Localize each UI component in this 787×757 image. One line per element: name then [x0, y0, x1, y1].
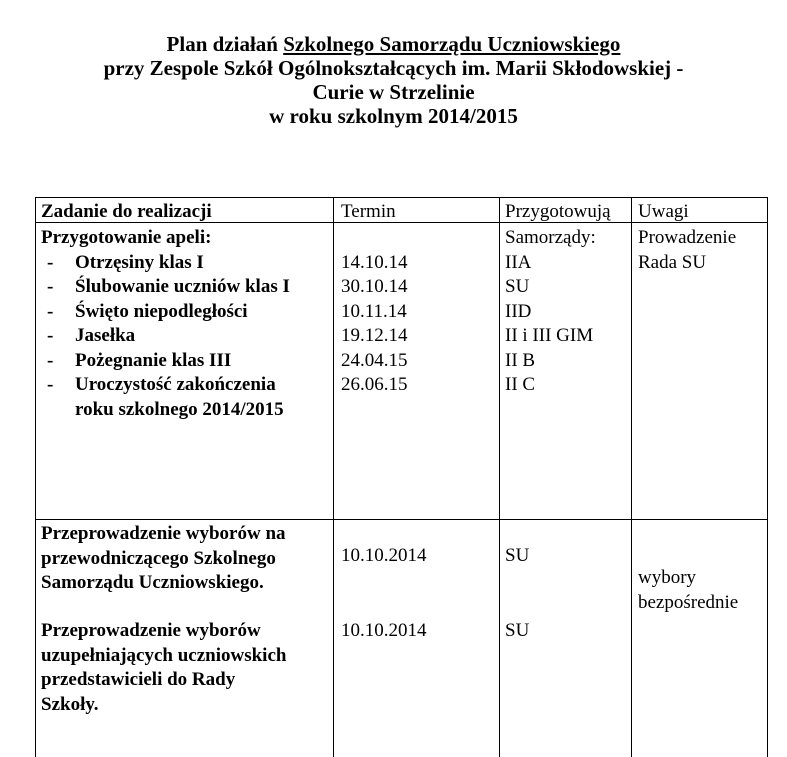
election-1-prepare: SU: [505, 545, 530, 566]
list-item: [41, 251, 290, 276]
title-line-4: w roku szkolnym 2014/2015: [269, 104, 518, 128]
apele-date-cell: [341, 251, 408, 398]
list-item-text: Jasełka: [75, 325, 136, 346]
apele-prepare: II C: [505, 374, 536, 395]
election-1-date: 10.10.2014: [341, 545, 427, 566]
title-line-3: Curie w Strzelinie: [312, 80, 475, 104]
election-1-task-line: Przeprowadzenie wyborów na: [41, 523, 286, 544]
election-2-task-line: uzupełniających uczniowskich: [41, 644, 287, 666]
list-item: [41, 300, 290, 325]
list-dash: -: [47, 325, 54, 346]
header-date: Termin: [341, 201, 396, 222]
column-divider-3: [631, 198, 632, 757]
apele-prepare-heading: Samorządy:: [505, 227, 596, 248]
election-notes-line: wybory: [638, 567, 697, 588]
header-task: Zadanie do realizacji: [41, 201, 212, 222]
list-dash: -: [47, 300, 54, 322]
list-dash: -: [47, 276, 54, 297]
document-title: [0, 32, 787, 128]
column-divider-1: [333, 198, 334, 757]
list-item-text: Otrzęsiny klas I: [75, 251, 204, 273]
list-item-text: Święto niepodległości: [75, 300, 248, 322]
title-line-2: przy Zespole Szkół Ogólnokształcących im. Marii Skłodowskiej -: [103, 56, 684, 80]
list-item: [41, 349, 290, 374]
section-divider: [36, 519, 767, 520]
list-item-text: Ślubowanie uczniów klas I: [75, 276, 290, 297]
list-dash: -: [47, 251, 54, 273]
election-2-task-cell: [41, 619, 286, 717]
apele-notes-line: Rada SU: [638, 251, 707, 273]
election-1-task-line: Samorządu Uczniowskiego.: [41, 572, 264, 593]
apele-date: 26.06.15: [341, 374, 408, 395]
election-2-date: 10.10.2014: [341, 620, 427, 641]
apele-date: 10.11.14: [341, 300, 407, 322]
election-2-task-line: przedstawicieli do Rady: [41, 669, 236, 690]
list-dash: -: [47, 349, 54, 371]
apele-prepare: IIA: [505, 251, 532, 273]
election-2-task-line: Przeprowadzenie wyborów: [41, 620, 261, 641]
list-item: [41, 275, 290, 300]
title-line-1-prefix: Plan działań: [166, 32, 284, 56]
column-divider-2: [499, 198, 500, 757]
list-item-continuation: roku szkolnego 2014/2015: [75, 398, 284, 420]
apele-heading: Przygotowanie apeli:: [41, 227, 212, 248]
apele-notes-line: Prowadzenie: [638, 227, 737, 248]
apele-date: 30.10.14: [341, 276, 408, 297]
apele-date: 14.10.14: [341, 251, 408, 273]
apele-date: 19.12.14: [341, 325, 408, 346]
plan-table: [35, 197, 768, 757]
title-line-1: [0, 32, 787, 56]
apele-notes-cell: [638, 226, 736, 275]
header-prepare: Przygotowują: [505, 201, 611, 222]
apele-date: 24.04.15: [341, 349, 408, 371]
header-notes: Uwagi: [638, 201, 689, 222]
list-item-text: Pożegnanie klas III: [75, 349, 232, 371]
apele-prepare: SU: [505, 276, 530, 297]
election-notes-line: bezpośrednie: [638, 591, 739, 613]
election-1-task-line: przewodniczącego Szkolnego: [41, 547, 276, 569]
apele-prepare-cell: [505, 226, 596, 398]
header-divider: [36, 222, 767, 223]
list-item-text: Uroczystość zakończenia: [75, 374, 276, 395]
election-notes-cell: [638, 566, 738, 615]
list-dash: -: [47, 374, 54, 395]
list-item: [41, 373, 290, 422]
list-item: [41, 324, 290, 349]
election-2-task-line: Szkoły.: [41, 693, 99, 715]
apele-task-cell: [41, 226, 290, 422]
election-1-task-cell: [41, 522, 286, 596]
title-line-1-underlined: Szkolnego Samorządu Uczniowskiego: [283, 32, 621, 56]
apele-prepare: II B: [505, 349, 536, 371]
election-2-prepare: SU: [505, 620, 530, 641]
apele-prepare: II i III GIM: [505, 325, 594, 346]
apele-prepare: IID: [505, 300, 532, 322]
